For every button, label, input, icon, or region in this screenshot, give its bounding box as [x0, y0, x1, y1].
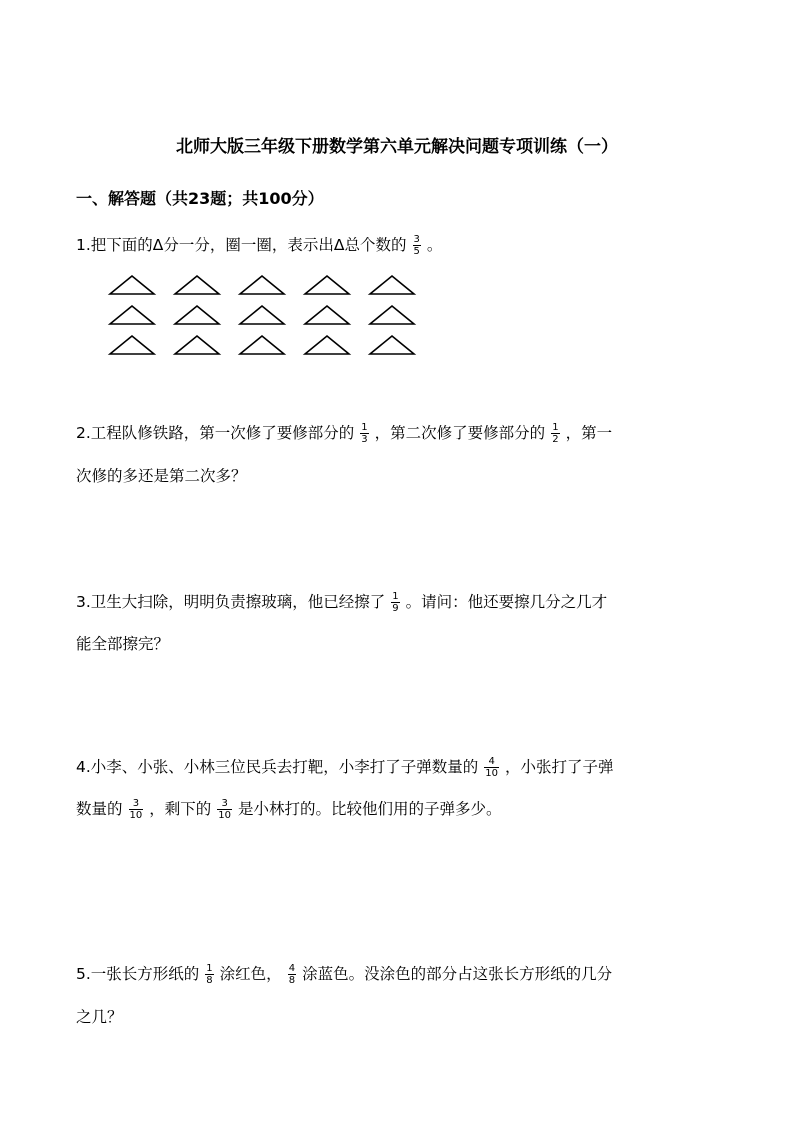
q1-text: 1.把下面的Δ分一分，圈一圈，表示出Δ总个数的: [76, 236, 407, 254]
triangle-icon: [370, 336, 414, 354]
triangle-icon: [110, 336, 154, 354]
question-3-line-1: [76, 590, 607, 614]
question-4-line-2: [76, 797, 502, 821]
q4-text-d: ，剩下的: [149, 800, 212, 818]
q4-text-c: 数量的: [76, 800, 123, 818]
q4-text-a: 4.小李、小张、小林三位民兵去打靶，小李打了子弹数量的: [76, 758, 479, 776]
triangle-icon: [305, 336, 349, 354]
section-heading: 一、解答题（共23题；共100分）: [76, 189, 324, 208]
triangle-icon: [305, 306, 349, 324]
fraction-4-10: $\frac{4}{10}$: [485, 756, 499, 779]
fraction-3-5: $\frac{3}{5}$: [413, 234, 420, 257]
page-title: 北师大版三年级下册数学第六单元解决问题专项训练（一）: [176, 137, 618, 157]
q3-text-a: 3.卫生大扫除，明明负责擦玻璃，他已经擦了: [76, 593, 386, 611]
fraction-1-8: $\frac{1}{8}$: [206, 963, 213, 986]
q2-text-b: ，第二次修了要修部分的: [374, 424, 546, 442]
triangle-icon: [240, 306, 284, 324]
question-4-line-1: [76, 755, 614, 779]
fraction-1-3: $\frac{1}{3}$: [361, 422, 368, 445]
question-3-line-2: 能全部擦完？: [76, 635, 170, 653]
triangle-grid: [104, 270, 434, 360]
triangle-icon: [370, 306, 414, 324]
question-5-line-2: 之几？: [76, 1008, 123, 1026]
fraction-4-8: $\frac{4}{8}$: [288, 963, 296, 986]
triangle-icon: [240, 336, 284, 354]
q5-text-c: 涂蓝色。没涂色的部分占这张长方形纸的几分: [302, 965, 613, 983]
question-5-line-1: [76, 962, 612, 986]
q4-text-b: ，小张打了子弹: [505, 758, 614, 776]
q4-text-e: 是小林打的。比较他们用的子弹多少。: [238, 800, 502, 818]
triangle-icon: [305, 276, 349, 294]
fraction-1-2: $\frac{1}{2}$: [552, 422, 559, 445]
fraction-1-9: $\frac{1}{9}$: [392, 591, 399, 614]
q1-end: 。: [426, 236, 443, 254]
q5-text-a: 5.一张长方形纸的: [76, 965, 200, 983]
triangle-icon: [175, 306, 219, 324]
q3-text-b: 。请问：他还要擦几分之几才: [405, 593, 608, 611]
triangle-icon: [240, 276, 284, 294]
triangle-icon: [110, 276, 154, 294]
question-2-line-2: 次修的多还是第二次多？: [76, 467, 247, 485]
q2-text-c: ，第一: [565, 424, 613, 442]
question-2-line-1: [76, 421, 612, 445]
question-1: [76, 233, 442, 257]
fraction-3-10-b: $\frac{3}{10}$: [218, 798, 231, 821]
q5-text-b: 涂红色，: [219, 965, 282, 983]
triangle-icon: [175, 336, 219, 354]
q2-text-a: 2.工程队修铁路，第一次修了要修部分的: [76, 424, 355, 442]
fraction-3-10-a: $\frac{3}{10}$: [129, 798, 143, 821]
triangle-icon: [175, 276, 219, 294]
triangle-icon: [370, 276, 414, 294]
triangle-icon: [110, 306, 154, 324]
